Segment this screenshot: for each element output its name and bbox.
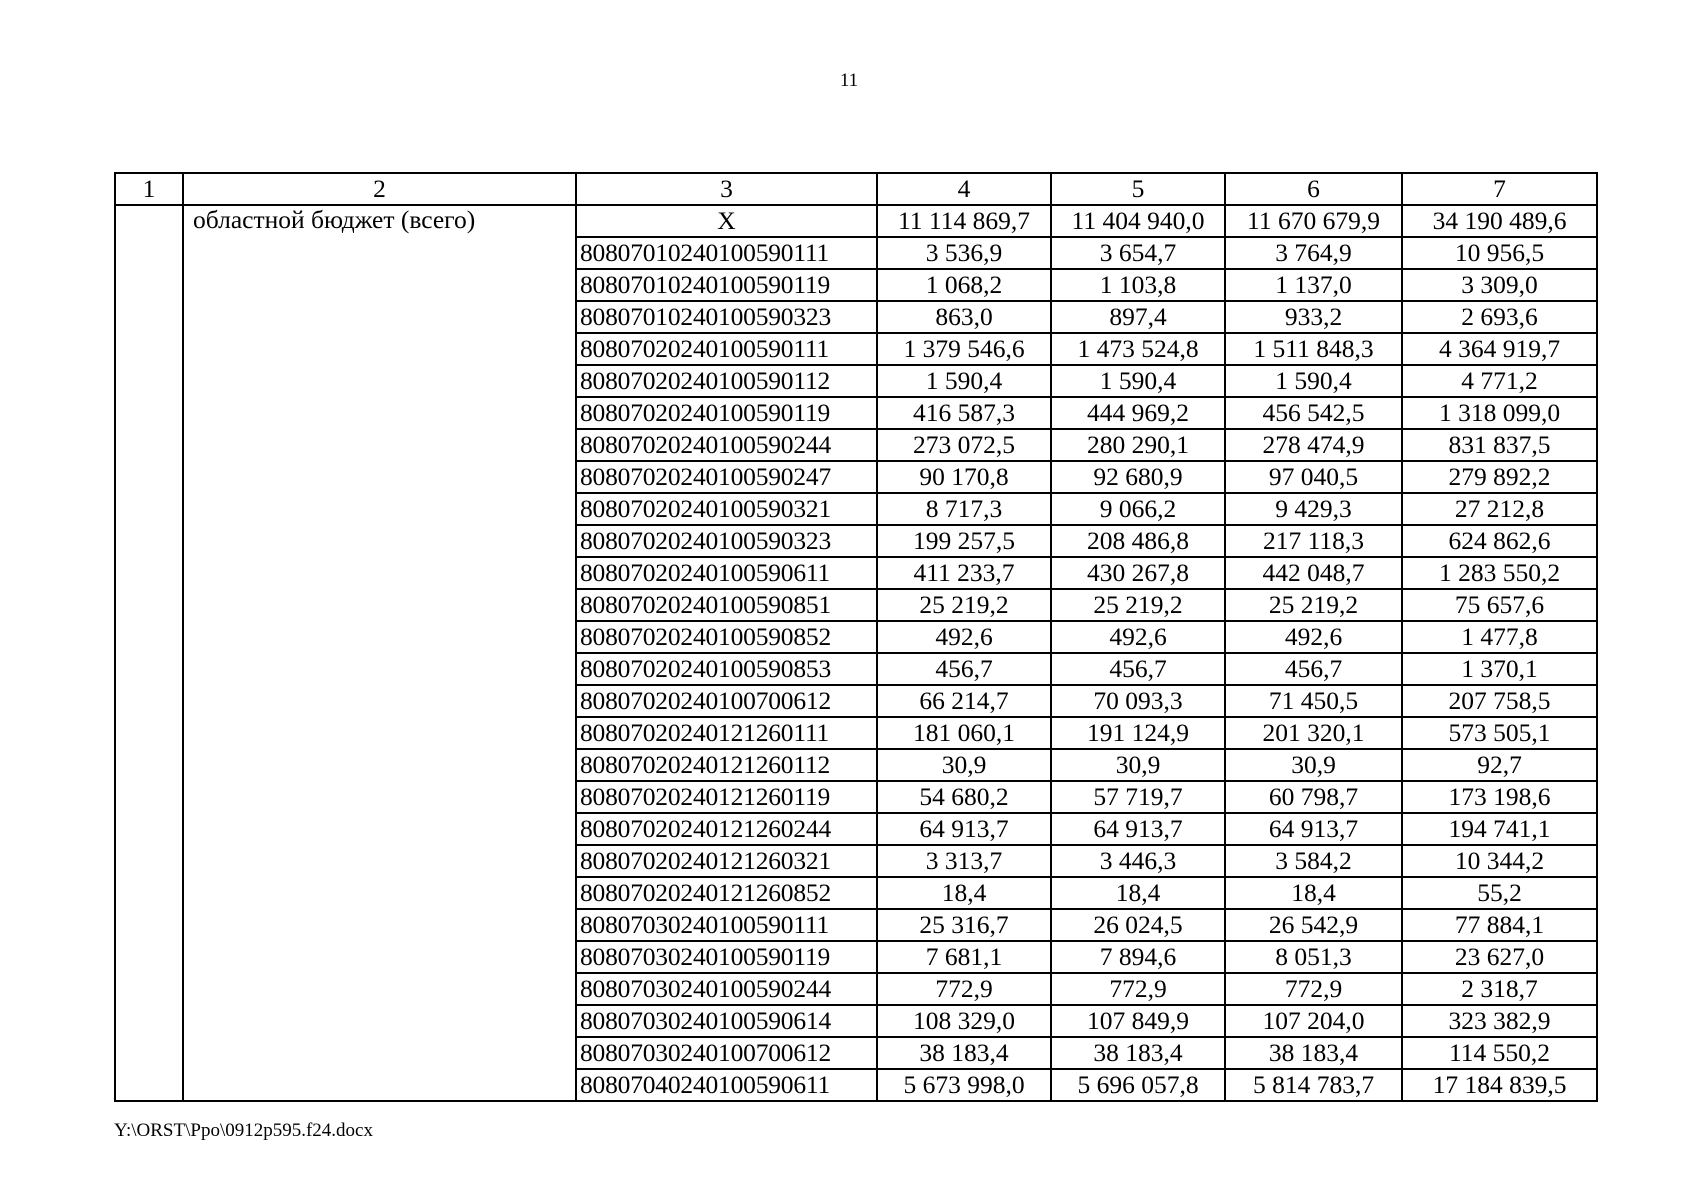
budget-code: 80807020240100590119	[576, 397, 877, 429]
value-col6: 9 429,3	[1225, 493, 1402, 525]
value-col6: 38 183,4	[1225, 1037, 1402, 1069]
value-col6: 107 204,0	[1225, 1005, 1402, 1037]
value-col7: 10 956,5	[1402, 237, 1597, 269]
value-col5: 57 719,7	[1051, 781, 1225, 813]
column-number-row	[115, 173, 1597, 205]
value-col7: 114 550,2	[1402, 1037, 1597, 1069]
value-col4: 108 329,0	[877, 1005, 1051, 1037]
budget-code: 80807030240100590119	[576, 941, 877, 973]
value-col5: 1 103,8	[1051, 269, 1225, 301]
total-value-col6: 11 670 679,9	[1225, 205, 1402, 237]
budget-code: 80807020240100590611	[576, 557, 877, 589]
value-col7: 279 892,2	[1402, 461, 1597, 493]
value-col6: 25 219,2	[1225, 589, 1402, 621]
value-col4: 863,0	[877, 301, 1051, 333]
value-col6: 456,7	[1225, 653, 1402, 685]
budget-code: 80807010240100590119	[576, 269, 877, 301]
value-col4: 1 379 546,6	[877, 333, 1051, 365]
budget-code: 80807020240121260111	[576, 717, 877, 749]
value-col5: 430 267,8	[1051, 557, 1225, 589]
value-col6: 26 542,9	[1225, 909, 1402, 941]
value-col7: 77 884,1	[1402, 909, 1597, 941]
value-col5: 26 024,5	[1051, 909, 1225, 941]
value-col7: 1 318 099,0	[1402, 397, 1597, 429]
value-col7: 92,7	[1402, 749, 1597, 781]
value-col4: 411 233,7	[877, 557, 1051, 589]
value-col5: 18,4	[1051, 877, 1225, 909]
column-number: 2	[183, 173, 576, 205]
total-value-col4: 11 114 869,7	[877, 205, 1051, 237]
value-col4: 772,9	[877, 973, 1051, 1005]
value-col4: 273 072,5	[877, 429, 1051, 461]
budget-code: 80807030240100700612	[576, 1037, 877, 1069]
value-col6: 456 542,5	[1225, 397, 1402, 429]
value-col4: 416 587,3	[877, 397, 1051, 429]
budget-code: 80807020240100590112	[576, 365, 877, 397]
budget-code: 80807020240100590244	[576, 429, 877, 461]
budget-code: 80807030240100590614	[576, 1005, 877, 1037]
value-col6: 97 040,5	[1225, 461, 1402, 493]
budget-code: 80807020240100590111	[576, 333, 877, 365]
budget-code: 80807020240100590852	[576, 621, 877, 653]
value-col6: 278 474,9	[1225, 429, 1402, 461]
value-col5: 92 680,9	[1051, 461, 1225, 493]
value-col6: 3 584,2	[1225, 845, 1402, 877]
budget-code: 80807020240100590247	[576, 461, 877, 493]
value-col5: 1 473 524,8	[1051, 333, 1225, 365]
value-col5: 9 066,2	[1051, 493, 1225, 525]
value-col6: 772,9	[1225, 973, 1402, 1005]
budget-table	[114, 172, 1598, 1102]
value-col7: 1 370,1	[1402, 653, 1597, 685]
budget-code: 80807020240121260119	[576, 781, 877, 813]
value-col5: 30,9	[1051, 749, 1225, 781]
value-col5: 897,4	[1051, 301, 1225, 333]
value-col6: 8 051,3	[1225, 941, 1402, 973]
value-col7: 55,2	[1402, 877, 1597, 909]
column-number: 5	[1051, 173, 1225, 205]
value-col4: 54 680,2	[877, 781, 1051, 813]
row-number-cell	[115, 205, 183, 1101]
value-col4: 30,9	[877, 749, 1051, 781]
value-col4: 181 060,1	[877, 717, 1051, 749]
value-col6: 1 137,0	[1225, 269, 1402, 301]
value-col7: 2 693,6	[1402, 301, 1597, 333]
value-col5: 5 696 057,8	[1051, 1069, 1225, 1101]
value-col4: 66 214,7	[877, 685, 1051, 717]
total-code-cell: X	[576, 205, 877, 237]
budget-code: 80807020240121260852	[576, 877, 877, 909]
budget-code: 80807020240121260112	[576, 749, 877, 781]
value-col4: 38 183,4	[877, 1037, 1051, 1069]
value-col4: 90 170,8	[877, 461, 1051, 493]
column-number: 3	[576, 173, 877, 205]
budget-code: 80807020240121260244	[576, 813, 877, 845]
value-col4: 199 257,5	[877, 525, 1051, 557]
budget-code: 80807030240100590111	[576, 909, 877, 941]
value-col5: 64 913,7	[1051, 813, 1225, 845]
value-col4: 5 673 998,0	[877, 1069, 1051, 1101]
value-col5: 280 290,1	[1051, 429, 1225, 461]
budget-code: 80807040240100590611	[576, 1069, 877, 1101]
value-col4: 492,6	[877, 621, 1051, 653]
value-col7: 4 771,2	[1402, 365, 1597, 397]
value-col7: 17 184 839,5	[1402, 1069, 1597, 1101]
budget-code: 80807020240121260321	[576, 845, 877, 877]
value-col6: 5 814 783,7	[1225, 1069, 1402, 1101]
value-col5: 456,7	[1051, 653, 1225, 685]
value-col7: 1 477,8	[1402, 621, 1597, 653]
value-col4: 8 717,3	[877, 493, 1051, 525]
value-col7: 624 862,6	[1402, 525, 1597, 557]
value-col5: 3 654,7	[1051, 237, 1225, 269]
value-col4: 18,4	[877, 877, 1051, 909]
value-col5: 191 124,9	[1051, 717, 1225, 749]
value-col7: 831 837,5	[1402, 429, 1597, 461]
value-col5: 772,9	[1051, 973, 1225, 1005]
value-col5: 208 486,8	[1051, 525, 1225, 557]
value-col6: 18,4	[1225, 877, 1402, 909]
value-col5: 1 590,4	[1051, 365, 1225, 397]
value-col6: 442 048,7	[1225, 557, 1402, 589]
value-col7: 4 364 919,7	[1402, 333, 1597, 365]
value-col5: 25 219,2	[1051, 589, 1225, 621]
column-number: 1	[115, 173, 183, 205]
column-number: 7	[1402, 173, 1597, 205]
value-col5: 38 183,4	[1051, 1037, 1225, 1069]
column-number: 6	[1225, 173, 1402, 205]
value-col6: 217 118,3	[1225, 525, 1402, 557]
budget-code: 80807020240100700612	[576, 685, 877, 717]
value-col5: 444 969,2	[1051, 397, 1225, 429]
value-col4: 25 316,7	[877, 909, 1051, 941]
value-col6: 3 764,9	[1225, 237, 1402, 269]
value-col7: 27 212,8	[1402, 493, 1597, 525]
value-col7: 194 741,1	[1402, 813, 1597, 845]
footer-file-path: Y:\ORST\Ppo\0912p595.f24.docx	[114, 1120, 373, 1141]
value-col7: 323 382,9	[1402, 1005, 1597, 1037]
value-col6: 64 913,7	[1225, 813, 1402, 845]
section-name: областной бюджет (всего)	[183, 205, 576, 1101]
value-col6: 71 450,5	[1225, 685, 1402, 717]
value-col5: 70 093,3	[1051, 685, 1225, 717]
total-value-col7: 34 190 489,6	[1402, 205, 1597, 237]
value-col7: 2 318,7	[1402, 973, 1597, 1005]
value-col4: 456,7	[877, 653, 1051, 685]
value-col5: 3 446,3	[1051, 845, 1225, 877]
value-col7: 173 198,6	[1402, 781, 1597, 813]
budget-code: 80807020240100590853	[576, 653, 877, 685]
value-col7: 75 657,6	[1402, 589, 1597, 621]
value-col7: 1 283 550,2	[1402, 557, 1597, 589]
table-body	[115, 173, 1597, 1101]
budget-code: 80807020240100590851	[576, 589, 877, 621]
value-col7: 207 758,5	[1402, 685, 1597, 717]
value-col4: 1 590,4	[877, 365, 1051, 397]
value-col6: 933,2	[1225, 301, 1402, 333]
value-col4: 64 913,7	[877, 813, 1051, 845]
value-col5: 7 894,6	[1051, 941, 1225, 973]
value-col7: 573 505,1	[1402, 717, 1597, 749]
value-col7: 23 627,0	[1402, 941, 1597, 973]
value-col6: 1 590,4	[1225, 365, 1402, 397]
value-col4: 7 681,1	[877, 941, 1051, 973]
section-total-row	[115, 205, 1597, 237]
value-col7: 10 344,2	[1402, 845, 1597, 877]
budget-code: 80807010240100590323	[576, 301, 877, 333]
column-number: 4	[877, 173, 1051, 205]
budget-code: 80807030240100590244	[576, 973, 877, 1005]
total-value-col5: 11 404 940,0	[1051, 205, 1225, 237]
value-col7: 3 309,0	[1402, 269, 1597, 301]
value-col6: 492,6	[1225, 621, 1402, 653]
value-col4: 3 313,7	[877, 845, 1051, 877]
value-col5: 492,6	[1051, 621, 1225, 653]
value-col6: 201 320,1	[1225, 717, 1402, 749]
budget-code: 80807010240100590111	[576, 237, 877, 269]
value-col6: 1 511 848,3	[1225, 333, 1402, 365]
value-col5: 107 849,9	[1051, 1005, 1225, 1037]
page-number: 11	[839, 70, 859, 91]
value-col4: 1 068,2	[877, 269, 1051, 301]
value-col6: 30,9	[1225, 749, 1402, 781]
value-col6: 60 798,7	[1225, 781, 1402, 813]
value-col4: 25 219,2	[877, 589, 1051, 621]
budget-code: 80807020240100590323	[576, 525, 877, 557]
budget-code: 80807020240100590321	[576, 493, 877, 525]
value-col4: 3 536,9	[877, 237, 1051, 269]
